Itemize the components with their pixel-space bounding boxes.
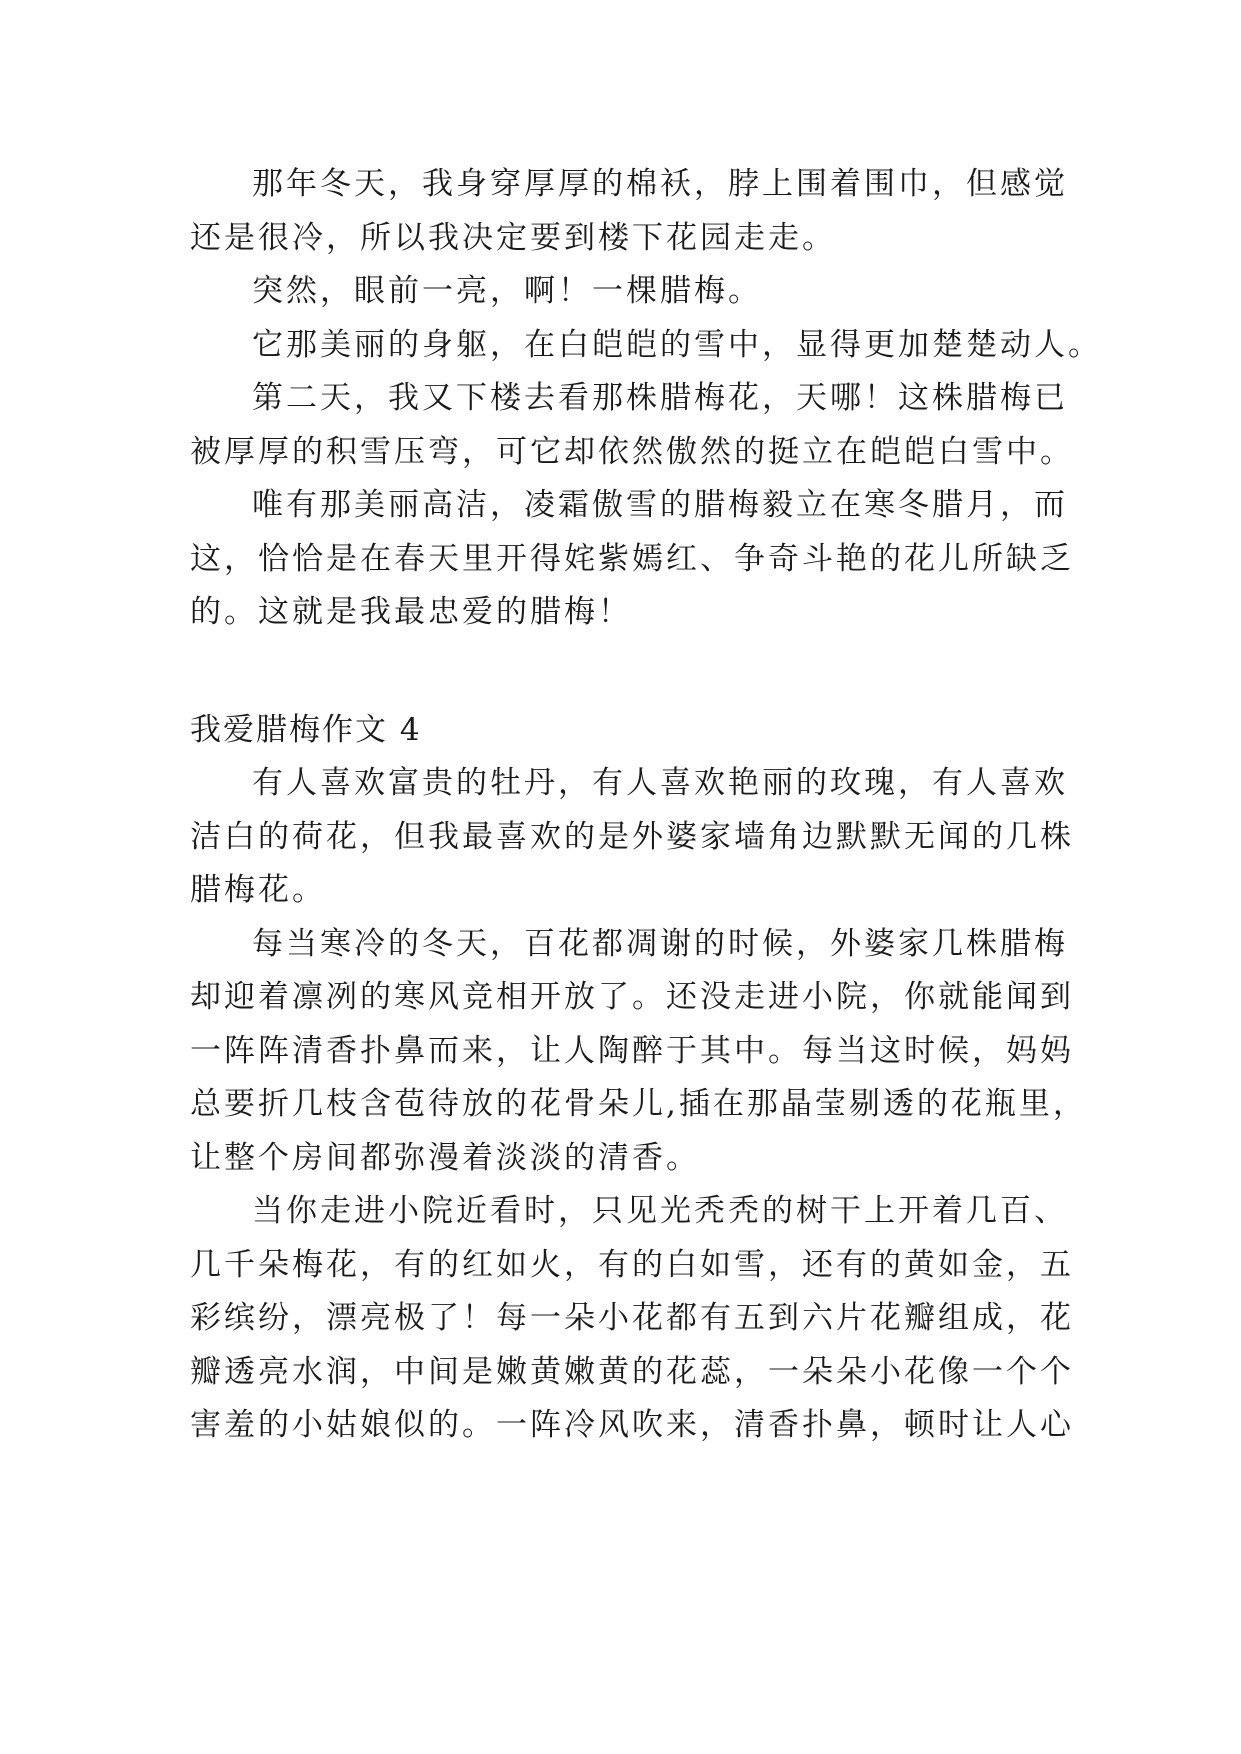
- section-heading: 我爱腊梅作文 4: [190, 711, 422, 748]
- paragraph: [190, 1185, 1074, 1453]
- text-line: 突然，眼前一亮，啊！一棵腊梅。: [252, 273, 762, 309]
- section-spacer: [190, 640, 1070, 704]
- text-line: 有人喜欢富贵的牡丹，有人喜欢艳丽的玫瑰，有人喜欢: [252, 765, 1068, 801]
- text-line: 害羞的小姑娘似的。一阵冷风吹来，清香扑鼻，顿时让人心: [190, 1407, 1074, 1443]
- text-line: 瓣透亮水润，中间是嫩黄嫩黄的花蕊，一朵朵小花像一个个: [190, 1353, 1074, 1390]
- text-line: 还是很冷，所以我决定要到楼下花园走走。: [190, 219, 836, 256]
- paragraph: [190, 372, 1074, 479]
- paragraph: [190, 265, 1070, 319]
- text-line: 当你走进小院近看时，只见光秃秃的树干上开着几百、: [252, 1193, 1068, 1229]
- text-line: 那年冬天，我身穿厚厚的棉袄，脖上围着围巾，但感觉: [252, 166, 1068, 202]
- text-line: 每当寒冷的冬天，百花都凋谢的时候，外婆家几株腊梅: [252, 925, 1068, 962]
- text-line: 彩缤纷，漂亮极了！每一朵小花都有五到六片花瓣组成，花: [190, 1300, 1074, 1336]
- document-body: [190, 158, 1102, 1453]
- text-line: 几千朵梅花，有的红如火，有的白如雪，还有的黄如金，五: [190, 1246, 1074, 1283]
- text-line: 洁白的荷花，但我最喜欢的是外婆家墙角边默默无闻的几株: [190, 818, 1074, 855]
- paragraph: [190, 757, 1074, 918]
- text-line: 让整个房间都弥漫着淡淡的清香。: [190, 1139, 700, 1176]
- text-line: 唯有那美丽高洁，凌霜傲雪的腊梅毅立在寒冬腊月，而: [252, 487, 1068, 523]
- paragraph: [190, 319, 1102, 373]
- text-line: 它那美丽的身躯，在白皑皑的雪中，显得更加楚楚动人。: [252, 326, 1102, 363]
- paragraph: [190, 918, 1087, 1186]
- text-line: 腊梅花。: [190, 872, 326, 908]
- text-line: 的。这就是我最忠爱的腊梅！: [190, 594, 632, 630]
- text-line: 这，恰恰是在春天里开得姹紫嫣红、争奇斗艳的花儿所缺乏: [190, 540, 1074, 577]
- text-line: 第二天，我又下楼去看那株腊梅花，天哪！这株腊梅已: [252, 380, 1068, 416]
- text-line: 却迎着凛冽的寒风竞相开放了。还没走进小院，你就能闻到: [190, 979, 1074, 1015]
- paragraph: [190, 158, 1070, 265]
- paragraph: [190, 479, 1074, 640]
- text-line: 总要折几枝含苞待放的花骨朵儿,插在那晶莹剔透的花瓶里，: [190, 1086, 1087, 1122]
- text-line: 一阵阵清香扑鼻而来，让人陶醉于其中。每当这时候，妈妈: [190, 1032, 1074, 1069]
- text-line: 被厚厚的积雪压弯，可它却依然傲然的挺立在皑皑白雪中。: [190, 433, 1074, 470]
